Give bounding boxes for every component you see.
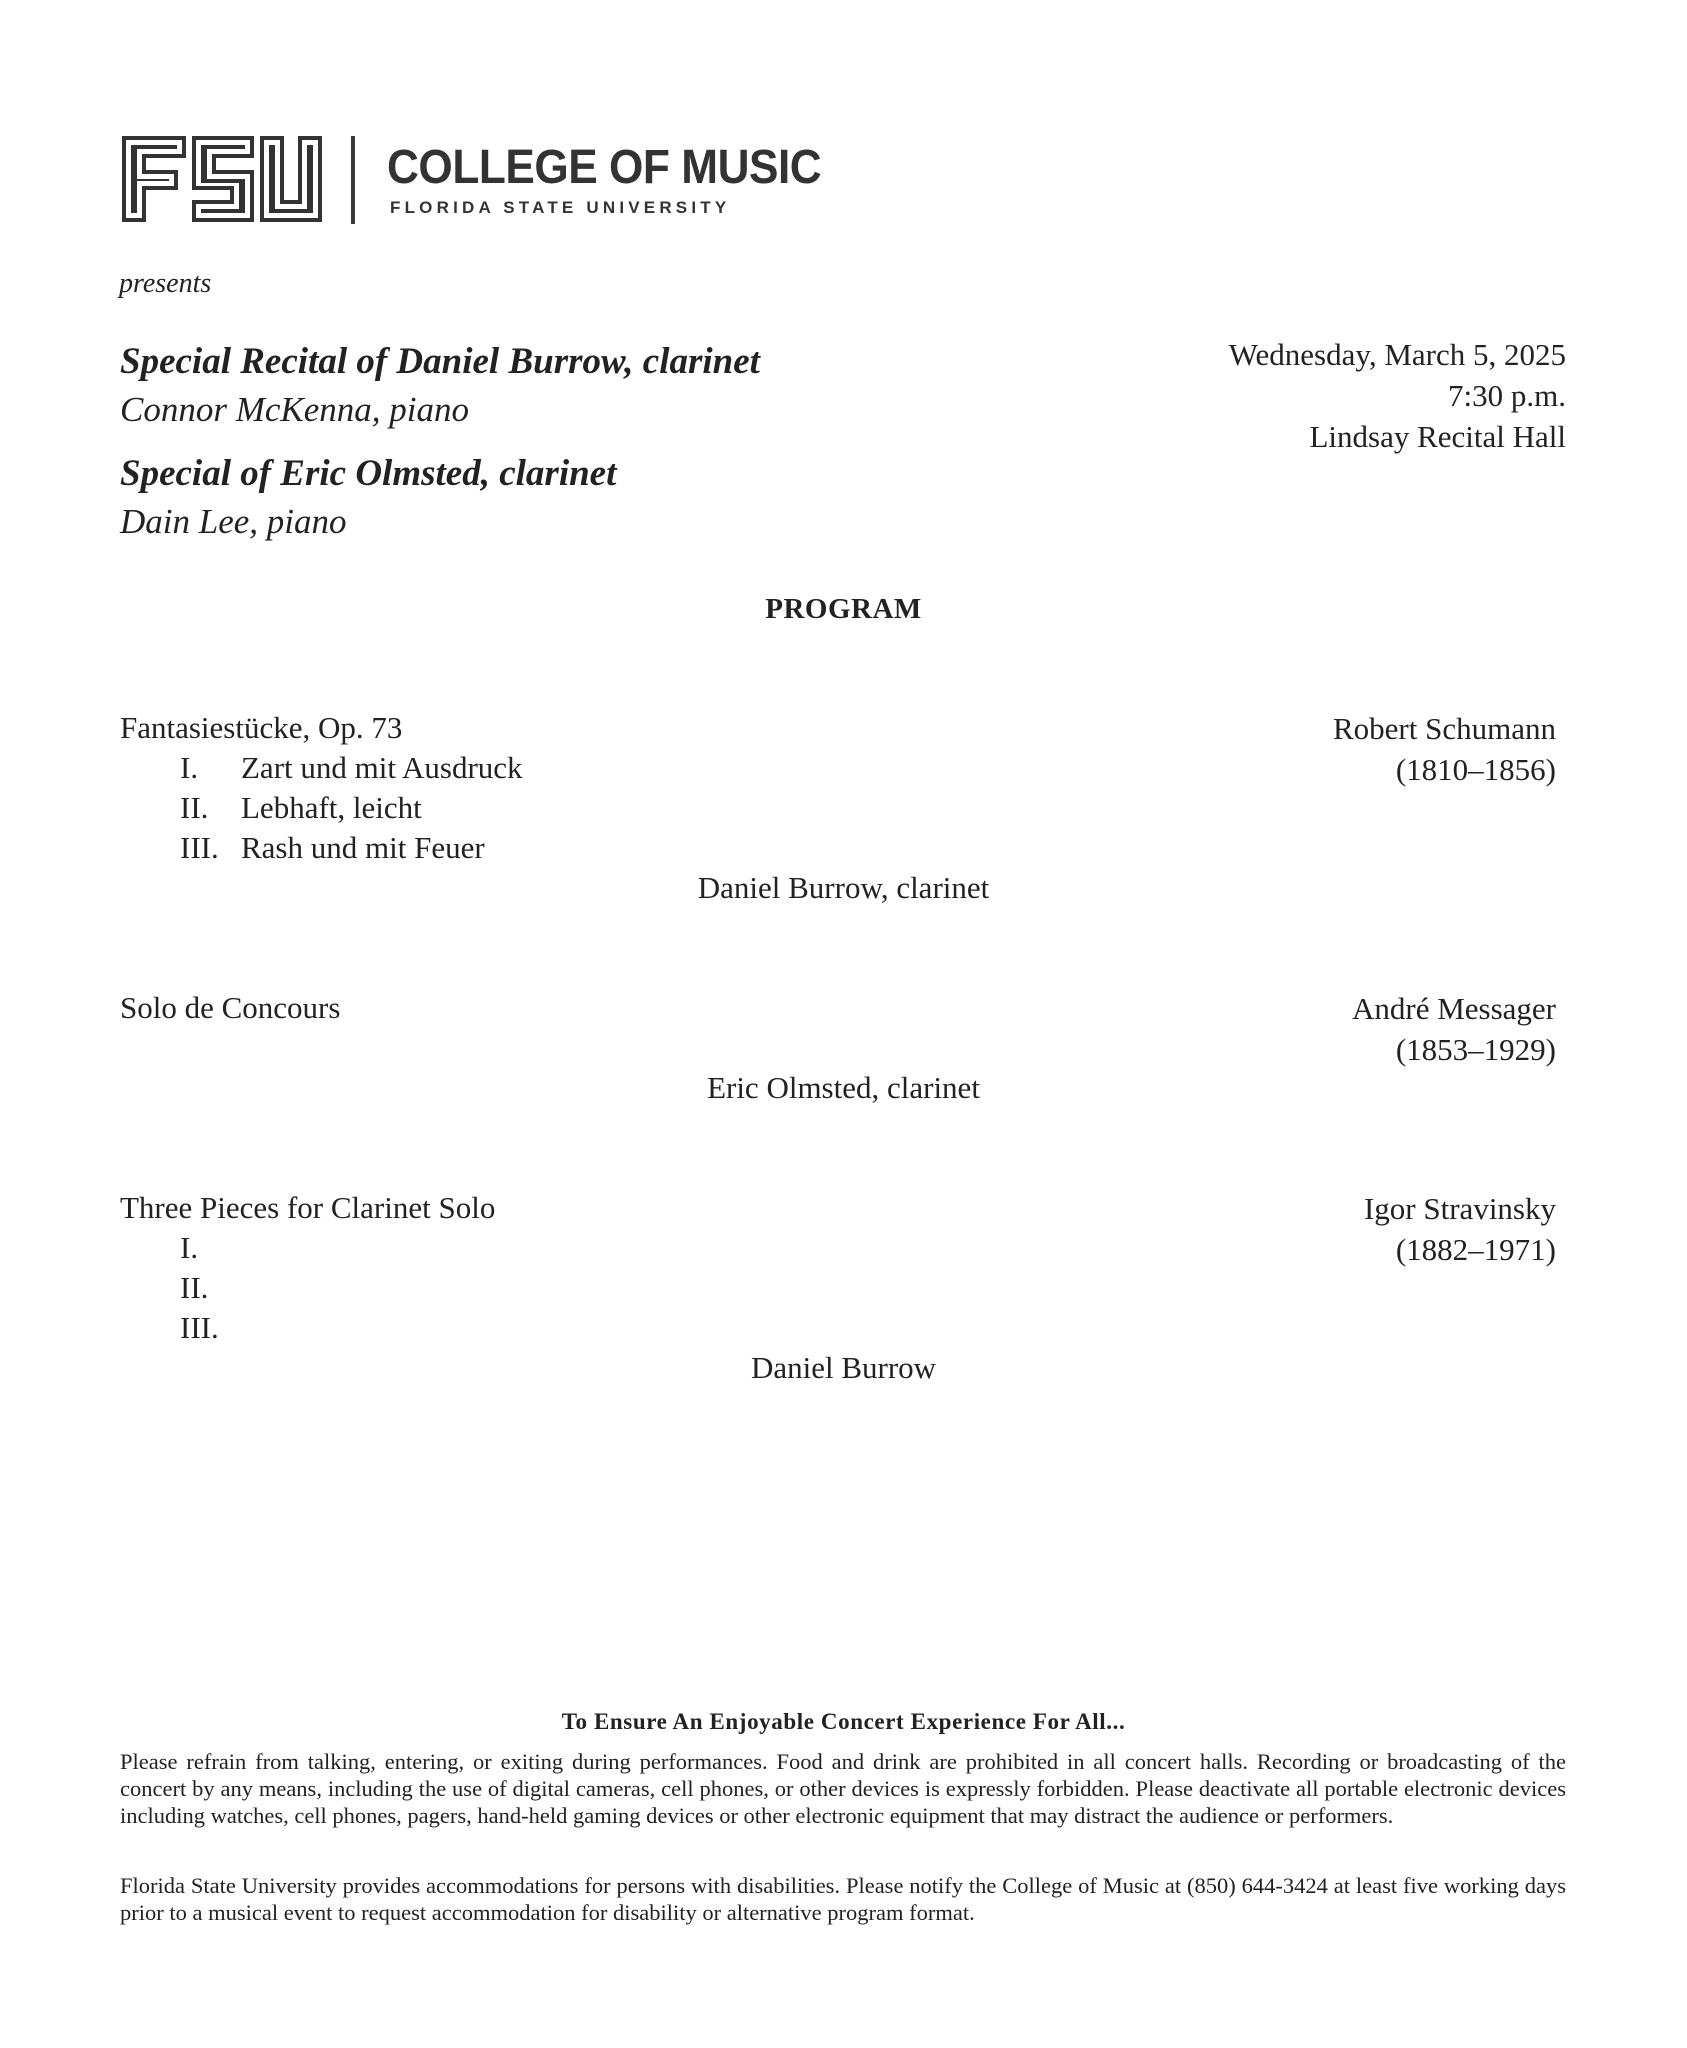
movement-number: III.: [180, 1310, 219, 1345]
notice-heading: To Ensure An Enjoyable Concert Experience For All...: [561, 1709, 1126, 1734]
movement-number: II.: [180, 1270, 209, 1305]
fsu-logo-mark: [122, 134, 322, 224]
movement: [180, 1310, 241, 1346]
movement: [180, 750, 523, 786]
movement: [180, 830, 485, 866]
composer: [1333, 708, 1556, 790]
composer: [1352, 988, 1556, 1070]
performer: Eric Olmsted, clarinet: [707, 1070, 980, 1105]
movement-number: I.: [180, 1230, 199, 1265]
composer-name: André Messager: [1351, 991, 1556, 1026]
accessibility-paragraph: Florida State University provides accommodations for persons with disabilities. Please notify the College of Music at (850) 644-3424 at least five working days prior to a musical event to request accommodation for disability or alternative program format.: [120, 1873, 1566, 1925]
event-venue: Lindsay Recital Hall: [1309, 419, 1566, 454]
work-title: Three Pieces for Clarinet Solo: [120, 1190, 496, 1225]
movement-name: Rash und mit Feuer: [241, 830, 485, 865]
recital-accompanist-1: Connor McKenna, piano: [120, 390, 470, 429]
composer-name: Igor Stravinsky: [1363, 1191, 1556, 1226]
movement-number: III.: [180, 830, 219, 865]
recital-title-1: Special Recital of Daniel Burrow, clarinet: [120, 341, 760, 382]
performer: Daniel Burrow, clarinet: [697, 870, 990, 905]
logo-university-text: FLORIDA STATE UNIVERSITY: [390, 198, 731, 217]
program-heading: PROGRAM: [765, 593, 922, 625]
recital-accompanist-2: Dain Lee, piano: [120, 502, 347, 541]
event-info: [1229, 334, 1566, 457]
performer: Daniel Burrow: [750, 1350, 937, 1385]
movement-name: Zart und mit Ausdruck: [241, 750, 523, 785]
presents-text: presents: [119, 268, 212, 299]
composer-dates: (1853–1929): [1395, 1032, 1556, 1067]
event-time: 7:30 p.m.: [1448, 378, 1566, 413]
fsu-college-of-music-logo: [122, 134, 822, 234]
recital-title-2: Special of Eric Olmsted, clarinet: [120, 453, 617, 494]
notice-paragraph: Please refrain from talking, entering, or exiting during performances. Food and drink are prohibited in all concert halls. Recording or broadcasting of the concert by any means, including the use of digital cameras, cell phones, or other devices is expressly forbidden. Please deactivate all portable electronic devices including watches, cell phones, pagers, hand-held gaming devices or other electronic equipment that may distract the audience or performers.: [120, 1749, 1566, 1828]
logo-college-text: COLLEGE OF MUSIC: [387, 141, 822, 194]
movement: [180, 1270, 241, 1306]
work-title: Fantasiestücke, Op. 73: [120, 710, 403, 745]
movement: [180, 790, 422, 826]
movement: [180, 1230, 241, 1266]
work-title: Solo de Concours: [120, 990, 341, 1025]
composer-name: Robert Schumann: [1333, 711, 1556, 746]
composer: [1364, 1188, 1556, 1270]
movement-number: I.: [180, 750, 199, 785]
movement-number: II.: [180, 790, 209, 825]
composer-dates: (1810–1856): [1395, 752, 1556, 787]
composer-dates: (1882–1971): [1395, 1232, 1556, 1267]
logo-divider: [351, 136, 355, 224]
movement-name: Lebhaft, leicht: [241, 790, 422, 825]
event-date: Wednesday, March 5, 2025: [1228, 337, 1566, 372]
